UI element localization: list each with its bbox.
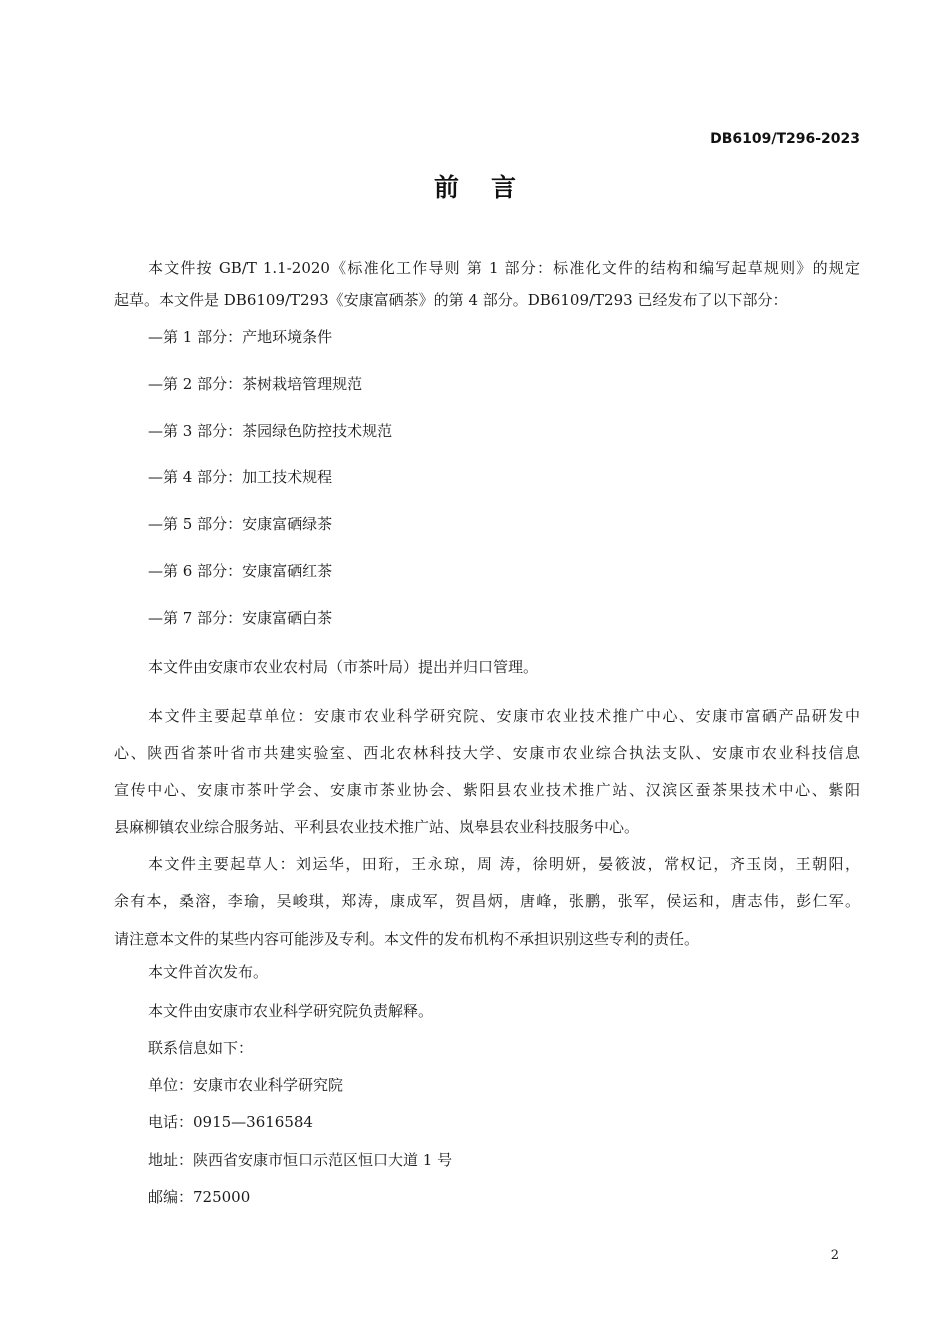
- part-item: —第 2 部分：茶树栽培管理规范: [148, 375, 363, 393]
- units-line: 宣传中心、安康市茶叶学会、安康市茶业协会、紫阳县农业技术推广站、汉滨区蚕茶果技术中心、紫阳: [114, 781, 860, 799]
- patent-notice: 请注意本文件的某些内容可能涉及专利。本文件的发布机构不承担识别这些专利的责任。: [114, 930, 700, 948]
- contact-unit: 单位：安康市农业科学研究院: [148, 1076, 344, 1094]
- units-line: 心、陕西省茶叶省市共建实验室、西北农林科技大学、安康市农业综合执法支队、安康市农业科技信息: [114, 744, 860, 762]
- units-line: 县麻柳镇农业综合服务站、平利县农业技术推广站、岚皋县农业科技服务中心。: [114, 818, 640, 836]
- part-item: —第 3 部分：茶园绿色防控技术规范: [148, 422, 393, 440]
- part-item: —第 4 部分：加工技术规程: [148, 468, 333, 486]
- page-title: 前言: [433, 173, 548, 202]
- contact-postcode: 邮编：725000: [148, 1188, 251, 1206]
- part-item: —第 5 部分：安康富硒绿茶: [148, 515, 333, 533]
- drafters-line: 本文件主要起草人：刘运华，田珩，王永琼，周 涛，徐明妍，晏筱波，常权记，齐玉岗，王朝阳，: [148, 855, 860, 873]
- page-number: 2: [830, 1248, 839, 1263]
- contact-address: 地址：陕西省安康市恒口示范区恒口大道 1 号: [148, 1151, 453, 1169]
- part-item: —第 6 部分：安康富硒红茶: [148, 562, 333, 580]
- proposer-paragraph: 本文件由安康市农业农村局（市茶叶局）提出并归口管理。: [148, 658, 539, 676]
- intro-line: 本文件按 GB/T 1.1-2020《标准化工作导则 第 1 部分：标准化文件的结构和编写起草规则》的规定: [148, 259, 860, 277]
- first-release: 本文件首次发布。: [148, 963, 269, 981]
- document-code: DB6109/T296-2023: [710, 131, 860, 147]
- contact-heading: 联系信息如下：: [148, 1039, 254, 1057]
- drafters-line: 余有本，桑溶，李瑜，吴峻琪，郑涛，康成军，贺昌炳，唐峰，张鹏，张军，侯运和，唐志伟，彭仁军。: [114, 892, 860, 910]
- intro-line: 起草。本文件是 DB6109/T293《安康富硒茶》的第 4 部分。DB6109/T293 已经发布了以下部分：: [114, 291, 788, 309]
- units-line: 本文件主要起草单位：安康市农业科学研究院、安康市农业技术推广中心、安康市富硒产品研发中: [148, 707, 860, 725]
- contact-phone: 电话：0915—3616584: [148, 1113, 313, 1131]
- part-item: —第 7 部分：安康富硒白茶: [148, 609, 333, 627]
- interpretation: 本文件由安康市农业科学研究院负责解释。: [148, 1002, 434, 1020]
- part-item: —第 1 部分：产地环境条件: [148, 328, 333, 346]
